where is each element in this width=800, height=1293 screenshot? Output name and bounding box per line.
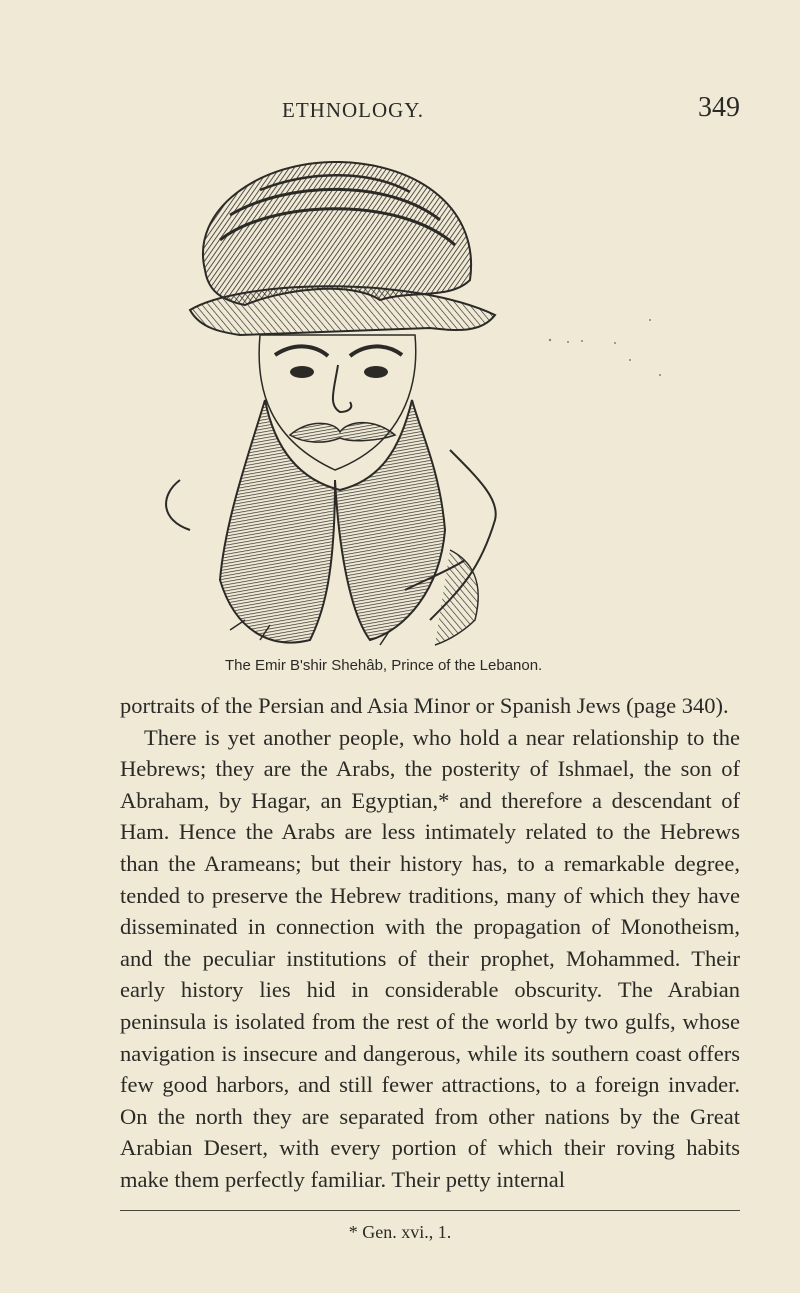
figure-caption: The Emir B'shir Shehâb, Prince of the Lebanon. [225, 657, 543, 674]
paragraph-2: There is yet another people, who hold a near relationship to the Hebrews; they are the Arabs, the posterity of Ishmael, the son of Abraham, by Hagar, an Egyptian,* and therefore a descendant of Ham. Hence the Arabs are less intimately related to the Hebrews than the Arameans; but their history has, to a remarkable degree, tended to preserve the Hebrew traditions, many of which they have disseminated in connection with the propagation of Monotheism, and the peculiar institutions of their prophet, Mohammed. Their early history lies hid in considerable obscurity. The Arabian peninsula is isolated from the rest of the world by two gulfs, whose navigation is insecure and dangerous, while its southern coast offers few good harbors, and still fewer attractions, to a foreign invader. On the north they are separated from other nations by the Great Arabian Desert, with every portion of which their roving habits make them perfectly familiar. Their petty internal [120, 724, 740, 1192]
body-text [120, 690, 740, 1196]
footnote: * Gen. xvi., 1. [348, 1222, 452, 1242]
running-head [120, 92, 740, 128]
running-head-title: ETHNOLOGY. [282, 98, 425, 122]
portrait-engraving [150, 150, 520, 650]
paper-specks [520, 300, 670, 450]
engraved-portrait-icon [150, 150, 520, 650]
page-number: 349 [698, 92, 740, 123]
paragraph-1: portraits of the Persian and Asia Minor or Spanish Jews (page 340). [120, 693, 729, 718]
footnote-divider [120, 1210, 740, 1211]
